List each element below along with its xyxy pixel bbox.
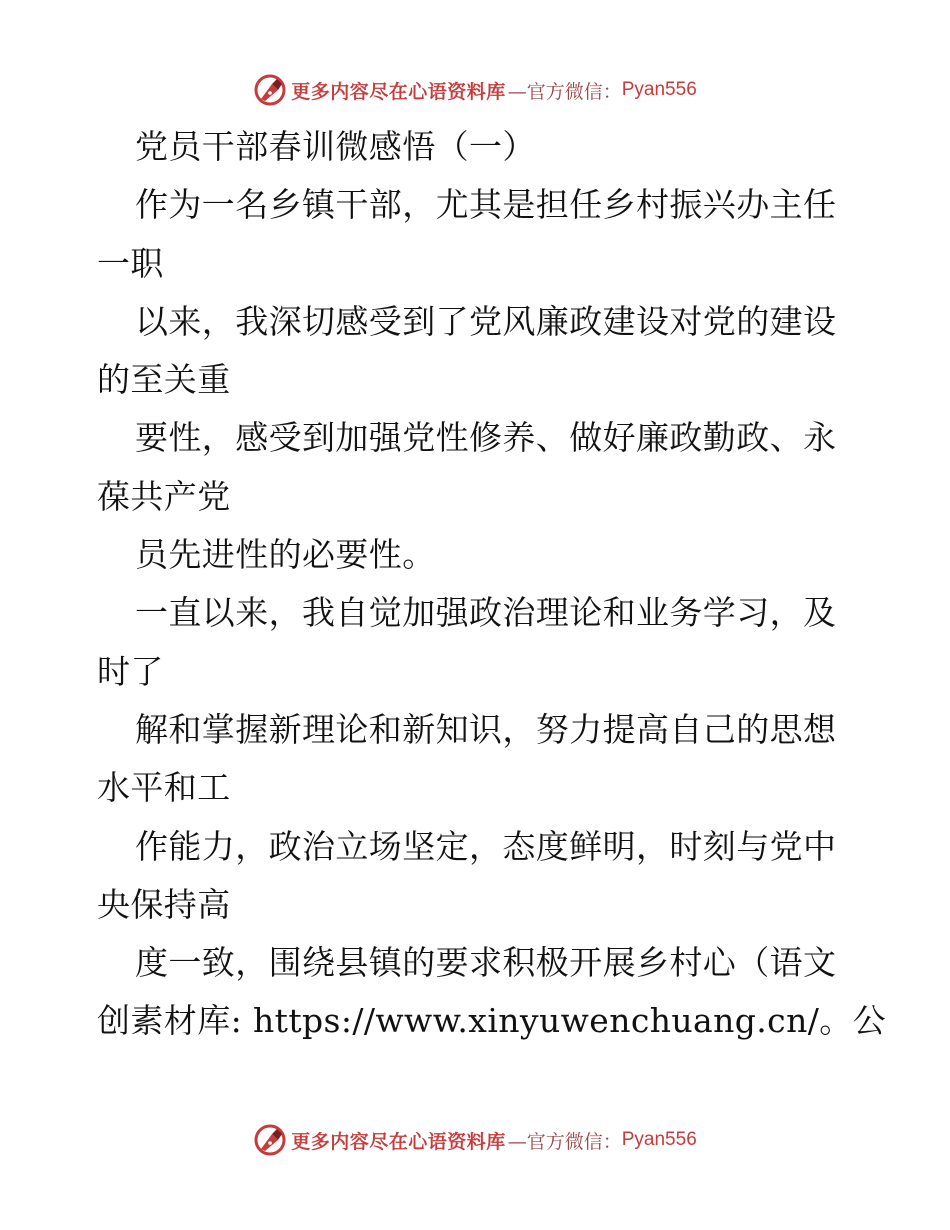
document-line: 一直以来，我自觉加强政治理论和业务学习，及 <box>135 593 837 633</box>
document-line: 葆共产党 <box>97 476 231 516</box>
banner-title: 更多内容尽在心语资料库 <box>291 1130 506 1153</box>
document-line: 员先进性的必要性。 <box>135 535 436 575</box>
document-body <box>97 118 887 1051</box>
document-line: 党员干部春训微感悟（一） <box>135 127 536 166</box>
header-banner <box>0 68 950 112</box>
banner-subtitle: —官方微信： <box>507 1130 622 1153</box>
banner-subtitle: —官方微信： <box>507 80 622 103</box>
document-line: 解和掌握新理论和新知识，努力提高自己的思想 <box>135 709 837 749</box>
document-line: 一职 <box>97 243 164 283</box>
document-line: 以来，我深切感受到了党风廉政建设对党的建设 <box>135 301 837 341</box>
banner-wechat-id: Pyan556 <box>621 1129 697 1150</box>
document-line: 度一致，围绕县镇的要求积极开展乡村心（语文 <box>135 943 837 983</box>
document-line: 作能力，政治立场坚定，态度鲜明，时刻与党中 <box>135 826 837 866</box>
document-line: 要性，感受到加强党性修养、做好廉政勤政、永 <box>135 418 837 458</box>
document-line: 央保持高 <box>97 884 231 924</box>
document-line: 时了 <box>97 651 164 691</box>
document-line: 水平和工 <box>97 768 231 808</box>
footer-banner <box>0 1118 950 1162</box>
document-line: 作为一名乡镇干部，尤其是担任乡村振兴办主任 <box>135 185 837 225</box>
banner-title: 更多内容尽在心语资料库 <box>291 80 506 103</box>
pen-nib-logo-icon <box>253 1123 287 1157</box>
pen-nib-logo-icon <box>253 73 287 107</box>
document-line: 创素材库: https://www.xinyuwenchuang.cn/。公 <box>97 1001 887 1041</box>
banner-wechat-id: Pyan556 <box>621 79 697 100</box>
document-line: 的至关重 <box>97 360 231 400</box>
